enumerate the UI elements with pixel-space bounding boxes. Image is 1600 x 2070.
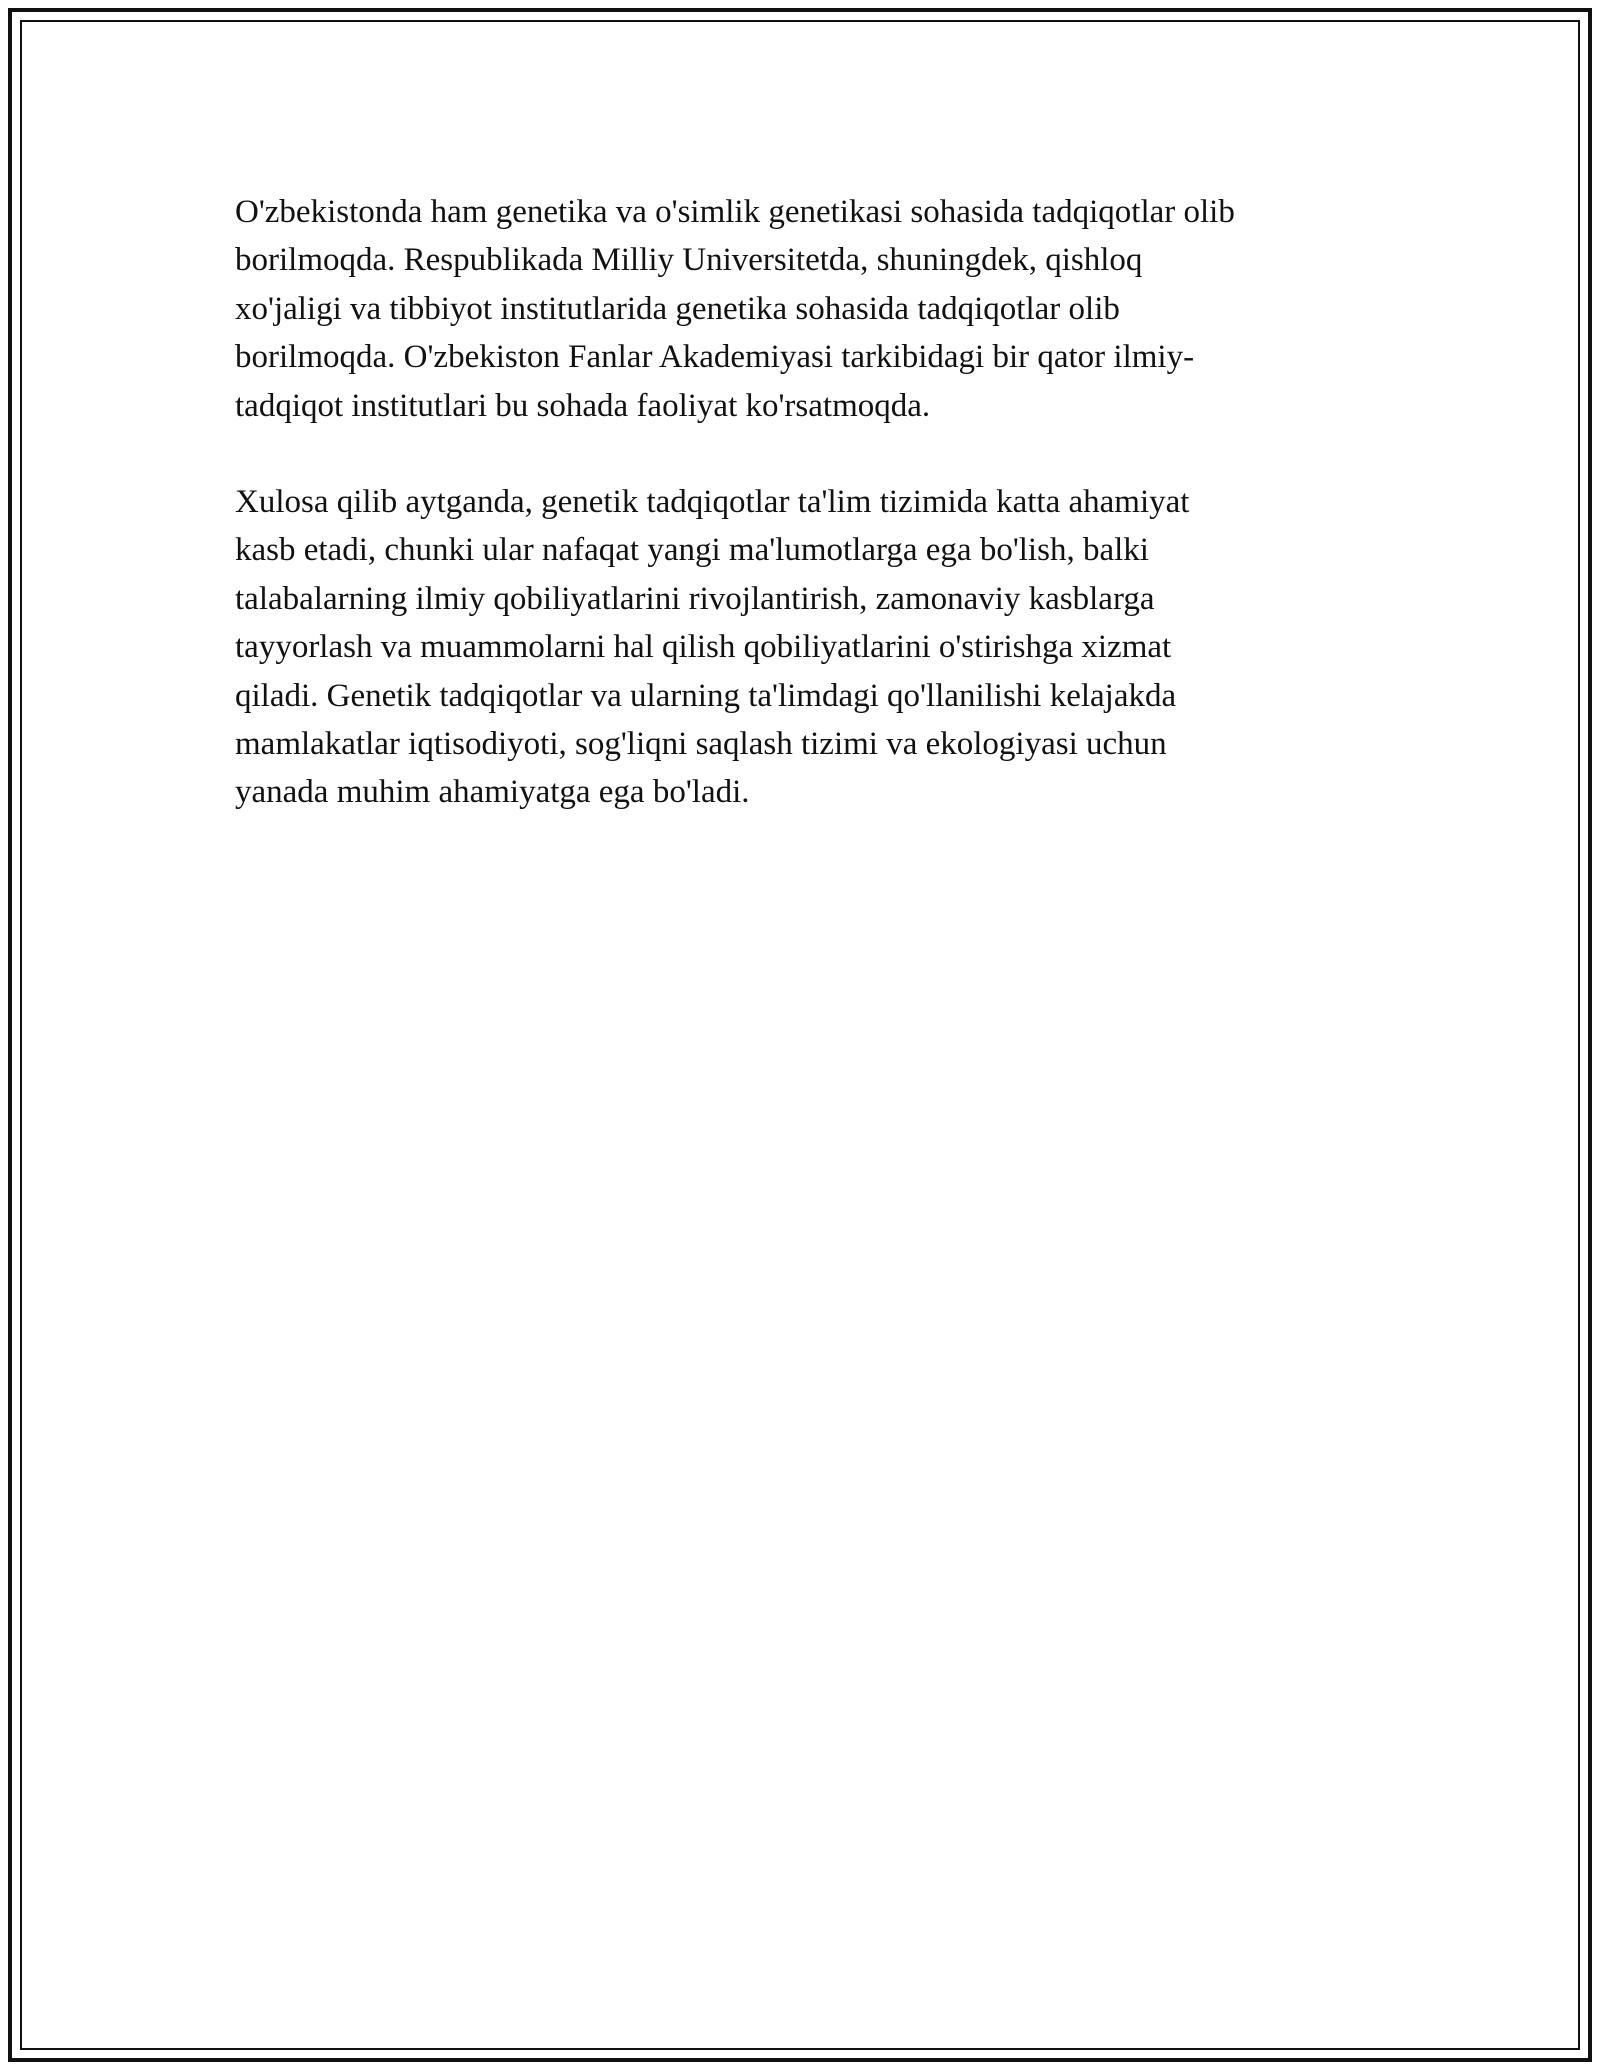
text-line: tayyorlash va muammolarni hal qilish qobiliyatlarini o'stirishga xizmat — [235, 629, 1172, 666]
document-body — [235, 188, 1360, 865]
text-line: mamlakatlar iqtisodiyoti, sog'liqni saqlash tizimi va ekologiyasi uchun — [235, 726, 1167, 763]
text-line: yanada muhim ahamiyatga ega bo'ladi. — [235, 774, 750, 811]
text-line: borilmoqda. Respublikada Milliy Universitetda, shuningdek, qishloq — [235, 242, 1143, 279]
text-line: kasb etadi, chunki ular nafaqat yangi ma'lumotlarga ega bo'lish, balki — [235, 532, 1149, 569]
text-line: borilmoqda. O'zbekiston Fanlar Akademiyasi tarkibidagi bir qator ilmiy- — [235, 339, 1195, 376]
text-line: xo'jaligi va tibbiyot institutlarida genetika sohasida tadqiqotlar olib — [235, 290, 1120, 327]
text-line: tadqiqot institutlari bu sohada faoliyat ko'rsatmoqda. — [235, 387, 931, 424]
text-line: Xulosa qilib aytganda, genetik tadqiqotlar ta'lim tizimida katta ahamiyat — [235, 484, 1190, 521]
paragraph-conclusion — [235, 478, 1360, 817]
text-line: O'zbekistonda ham genetika va o'simlik genetikasi sohasida tadqiqotlar olib — [235, 194, 1235, 230]
text-line: qiladi. Genetik tadqiqotlar va ularning ta'limdagi qo'llanilishi kelajakda — [235, 677, 1177, 714]
text-line: talabalarning ilmiy qobiliyatlarini rivojlantirish, zamonaviy kasblarga — [235, 580, 1155, 617]
paragraph-genetics-research-uzbekistan — [235, 188, 1360, 430]
